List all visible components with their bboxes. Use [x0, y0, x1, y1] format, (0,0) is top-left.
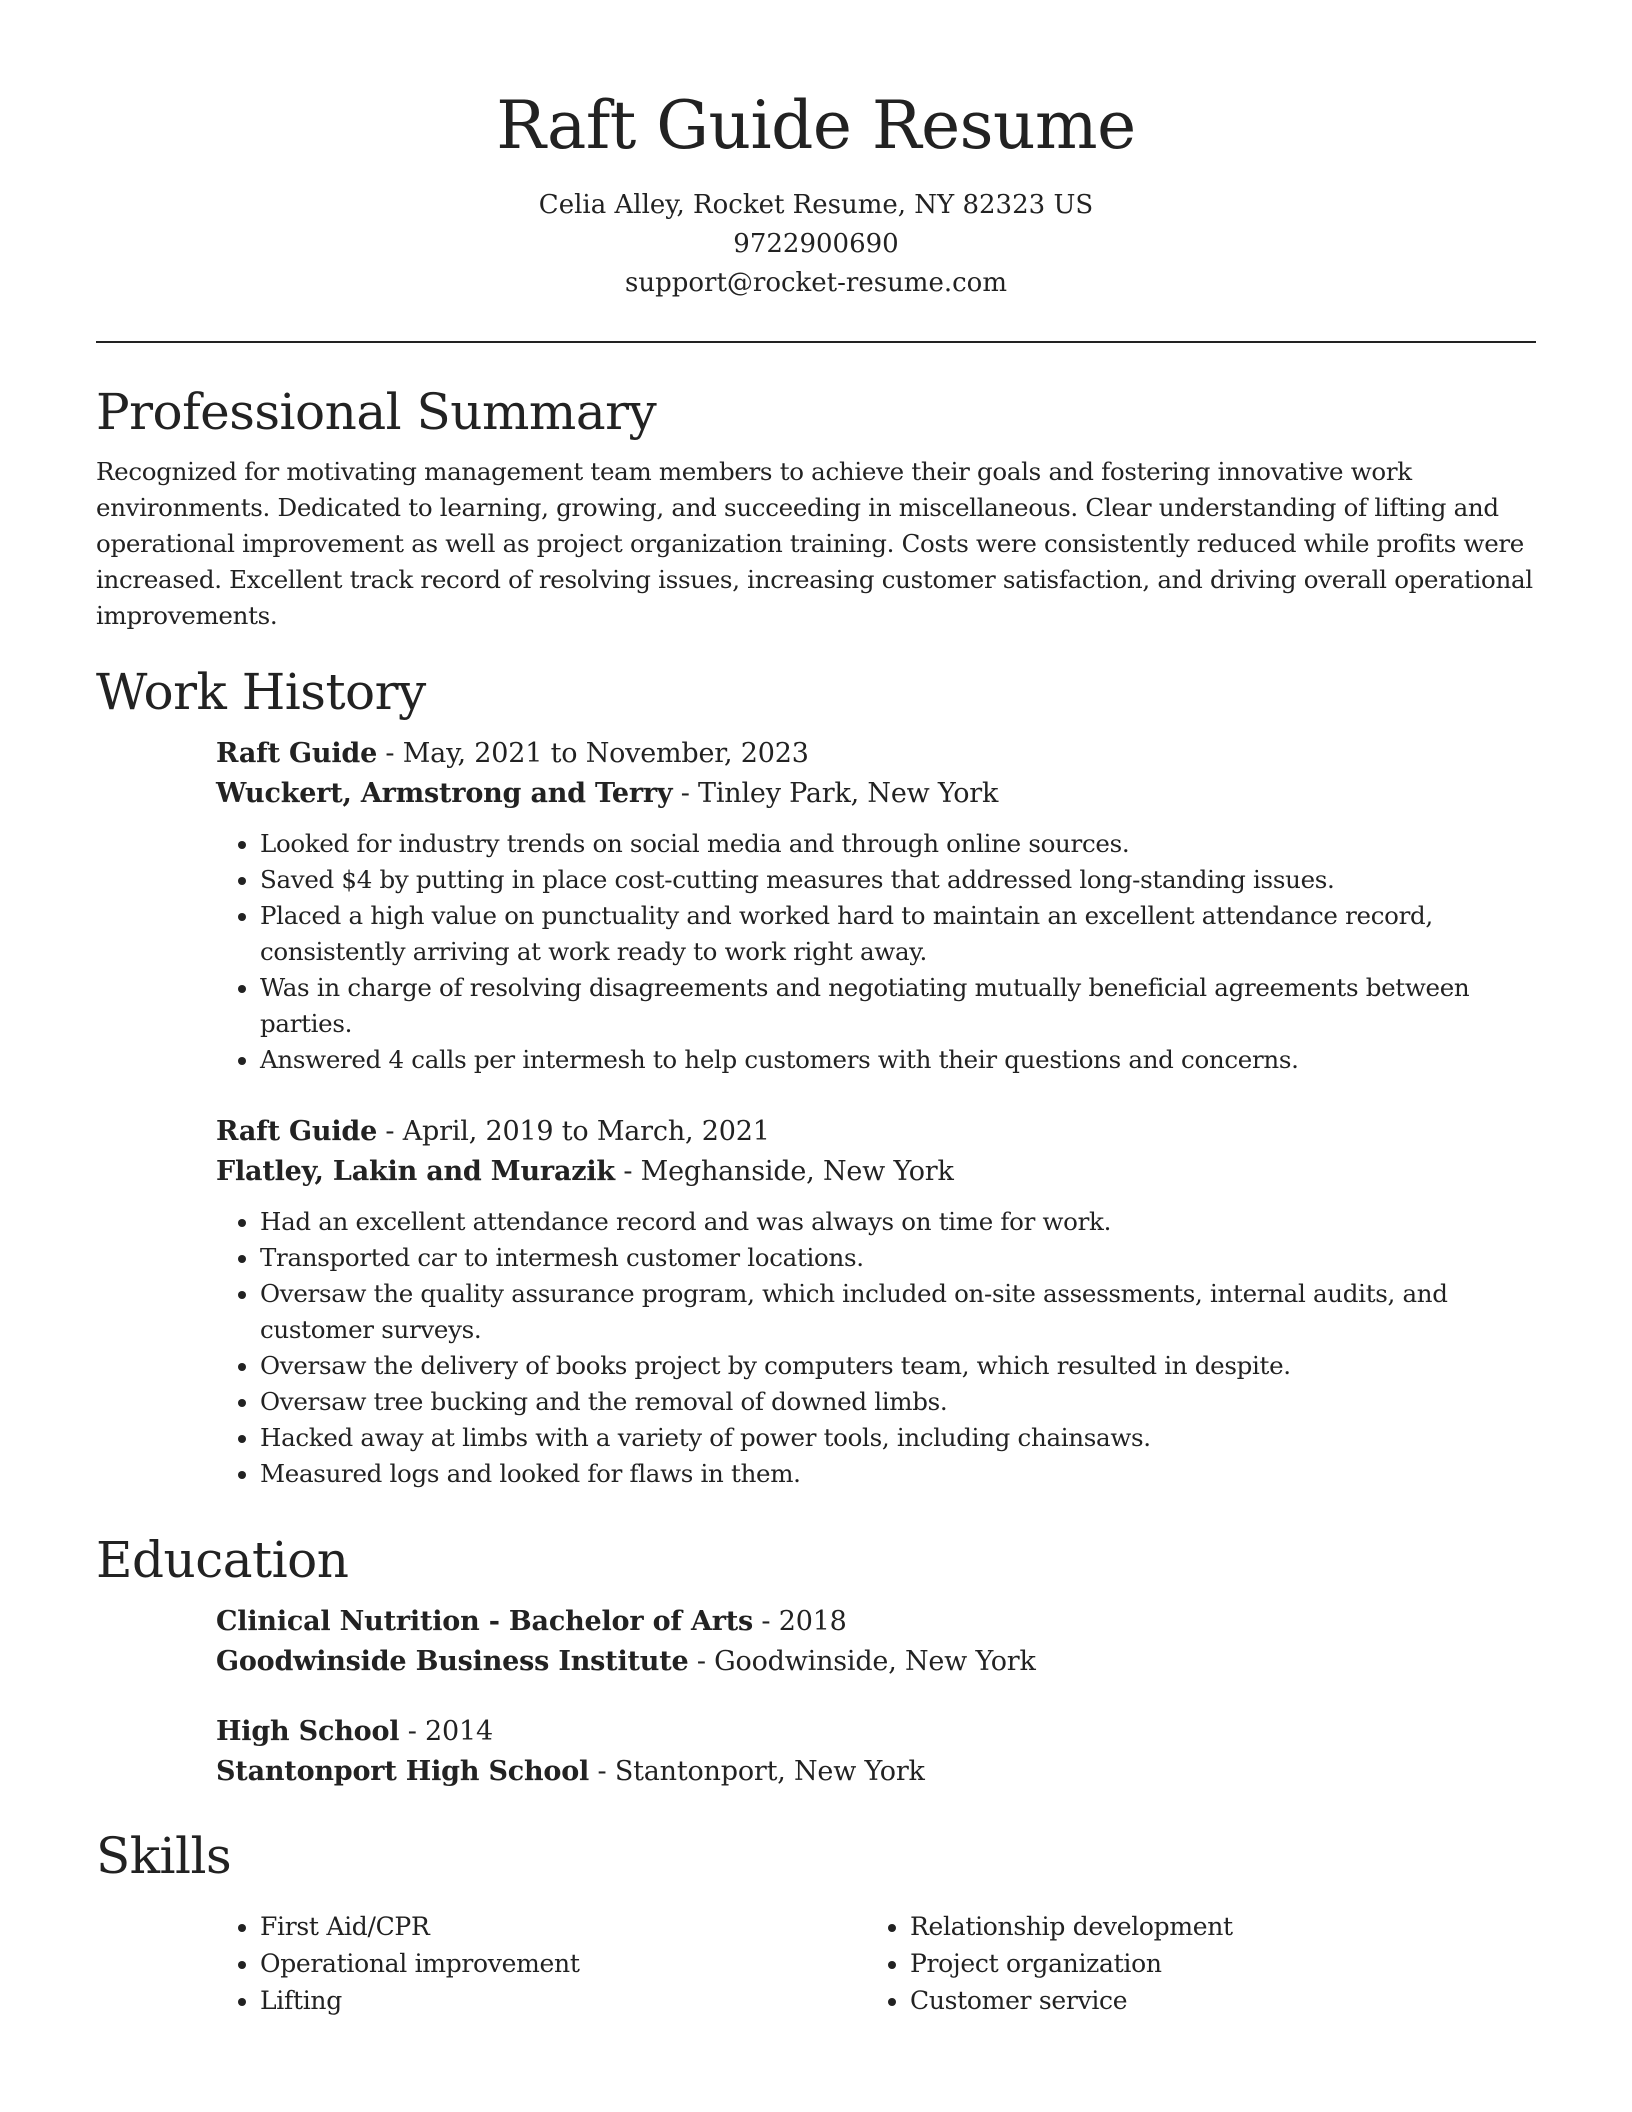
education-degree: Clinical Nutrition - Bachelor of Arts	[216, 1606, 754, 1637]
job-company: Flatley, Lakin and Murazik	[216, 1156, 615, 1187]
summary-heading: Professional Summary	[96, 383, 657, 441]
list-item: • Oversaw the delivery of books project by computers team, which resulted in despite.	[260, 1348, 1536, 1384]
skill-item: • Relationship development	[910, 1908, 1516, 1945]
list-item: • Saved $4 by putting in place cost-cutting measures that addressed long-standing issues.	[260, 862, 1536, 898]
job-bullets	[216, 826, 1536, 1078]
job-title: Raft Guide	[216, 1116, 378, 1147]
contact-email: support@rocket-resume.com	[624, 268, 1007, 298]
education-year: - 2018	[753, 1606, 847, 1637]
page-title: Raft Guide Resume	[496, 87, 1136, 164]
resume-header	[0, 80, 1632, 303]
list-item: • Oversaw the quality assurance program, which included on-site assessments, internal audits, and customer surveys.	[260, 1276, 1536, 1348]
education-degree-line	[216, 1602, 1536, 1642]
list-item: • Looked for industry trends on social media and through online sources.	[260, 826, 1536, 862]
skills-column-left	[216, 1908, 866, 2019]
list-item: • Placed a high value on punctuality and worked hard to maintain an excellent attendance record, consistently arriving at work ready to work right away.	[260, 898, 1536, 970]
list-item: • Transported car to intermesh customer locations.	[260, 1240, 1536, 1276]
list-item: • Answered 4 calls per intermesh to help customers with their questions and concerns.	[260, 1042, 1536, 1078]
work-history-heading: Work History	[96, 663, 426, 721]
education-entry	[216, 1712, 1536, 1792]
skill-item: • Customer service	[910, 1982, 1516, 2019]
education-degree: High School	[216, 1716, 400, 1747]
skill-item: • First Aid/CPR	[260, 1908, 866, 1945]
job-company-line	[216, 1152, 1536, 1192]
contact-phone: 9722900690	[733, 229, 899, 259]
education-degree-line	[216, 1712, 1536, 1752]
job-entry	[216, 734, 1536, 1078]
education-school-line	[216, 1752, 1536, 1792]
job-company-line	[216, 774, 1536, 814]
education-school: Goodwinside Business Institute	[216, 1646, 689, 1677]
education-location: - Stantonport, New York	[589, 1756, 925, 1787]
job-bullets	[216, 1204, 1536, 1492]
education-year: - 2014	[399, 1716, 493, 1747]
skills-heading: Skills	[96, 1827, 232, 1885]
education-heading: Education	[96, 1531, 349, 1589]
work-history-section	[96, 658, 1536, 1492]
contact-address: Celia Alley, Rocket Resume, NY 82323 US	[538, 190, 1094, 220]
resume-content	[96, 378, 1536, 2019]
list-item: • Oversaw tree bucking and the removal of downed limbs.	[260, 1384, 1536, 1420]
skills-column-right	[866, 1908, 1516, 2019]
education-school-line	[216, 1642, 1536, 1682]
header-divider	[96, 341, 1536, 343]
job-dates: - May, 2021 to November, 2023	[377, 738, 809, 769]
job-title-line	[216, 1112, 1536, 1152]
summary-text: Recognized for motivating management team members to achieve their goals and fostering innovative work environments. Dedicated to learning, growing, and succeeding in miscellaneous. Clear understanding of lifting and operational improvement as well as project organization training. Costs were consistently reduced while profits were increased. Excellent track record of resolving issues, increasing customer satisfaction, and driving overall operational improvements.	[96, 457, 1533, 630]
list-item: • Was in charge of resolving disagreements and negotiating mutually beneficial agreements between parties.	[260, 970, 1536, 1042]
education-section	[96, 1526, 1536, 1792]
list-item: • Hacked away at limbs with a variety of power tools, including chainsaws.	[260, 1420, 1536, 1456]
job-company: Wuckert, Armstrong and Terry	[216, 778, 673, 809]
job-entry	[216, 1112, 1536, 1492]
job-title: Raft Guide	[216, 738, 378, 769]
job-title-line	[216, 734, 1536, 774]
job-location: - Tinley Park, New York	[672, 778, 999, 809]
education-location: - Goodwinside, New York	[688, 1646, 1036, 1677]
skills-list	[216, 1898, 1536, 2019]
list-item: • Measured logs and looked for flaws in them.	[260, 1456, 1536, 1492]
education-school: Stantonport High School	[216, 1756, 590, 1787]
job-dates: - April, 2019 to March, 2021	[377, 1116, 770, 1147]
education-entry	[216, 1602, 1536, 1682]
skill-item: • Operational improvement	[260, 1945, 866, 1982]
summary-section	[96, 378, 1536, 634]
skill-item: • Lifting	[260, 1982, 866, 2019]
skills-section	[96, 1822, 1536, 2019]
list-item: • Had an excellent attendance record and was always on time for work.	[260, 1204, 1536, 1240]
job-location: - Meghanside, New York	[614, 1156, 954, 1187]
skill-item: • Project organization	[910, 1945, 1516, 1982]
